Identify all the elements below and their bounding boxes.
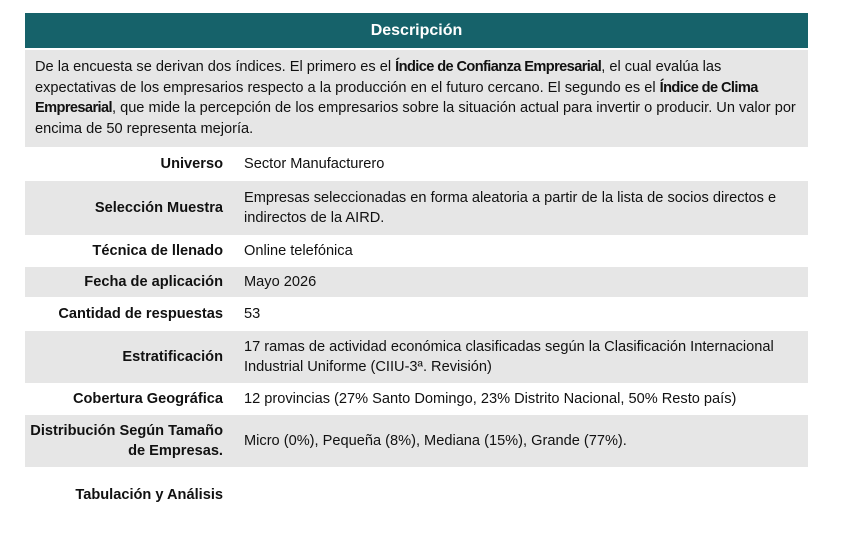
row-value: Micro (0%), Pequeña (8%), Mediana (15%), Grande (77%).: [244, 432, 627, 449]
row-value: Online telefónica: [244, 242, 353, 259]
description-table: [25, 13, 808, 521]
row-value: Empresas seleccionadas en forma aleatoria a partir de la lista de socios directos e indirectos de la AIRD.: [244, 189, 777, 226]
table-row-cobertura-geografica: [25, 385, 808, 413]
header-title: Descripción: [370, 21, 463, 39]
table-row-universo: [25, 149, 808, 179]
row-label: Distribución Según Tamaño de Empresas.: [30, 422, 223, 459]
table-row-distribucion-tamano: [25, 415, 808, 467]
description-text-3: , que mide la percepción de los empresarios sobre la situación actual para invertir o producir. Un valor por encima de 50 representa mejoría.: [35, 100, 796, 137]
table-row-seleccion-muestra: [25, 181, 808, 235]
description-text-1: De la encuesta se derivan dos índices. El primero es el: [35, 59, 396, 75]
row-label: Tabulación y Análisis: [75, 486, 223, 503]
row-label: Fecha de aplicación: [84, 273, 223, 290]
table-row-fecha-aplicacion: [25, 267, 808, 297]
index-confianza-name: Índice de Confianza Empresarial: [395, 59, 602, 75]
table-row-tecnica-llenado: [25, 237, 808, 265]
row-value: 12 provincias (27% Santo Domingo, 23% Distrito Nacional, 50% Resto país): [244, 390, 737, 407]
row-label: Técnica de llenado: [92, 242, 223, 259]
row-value: Mayo 2026: [244, 273, 317, 290]
row-label: Universo: [160, 155, 223, 172]
index-clima-name: Índice de Clima Empresarial: [35, 79, 758, 116]
table-header: [25, 13, 808, 48]
table-row-estratificacion: [25, 331, 808, 383]
table-row-tabulacion-analisis: [25, 469, 808, 521]
row-value: 53: [244, 305, 261, 322]
description-paragraph: [25, 50, 808, 147]
table-row-cantidad-respuestas: [25, 299, 808, 329]
row-label: Selección Muestra: [94, 199, 223, 216]
row-label: Cantidad de respuestas: [58, 305, 223, 322]
row-value: Sector Manufacturero: [244, 155, 385, 172]
row-value: 17 ramas de actividad económica clasificadas según la Clasificación Internacional Industrial Uniforme (CIIU-3ª. Revisión): [244, 338, 774, 375]
description-text-2: , el cual evalúa las expectativas de los empresarios respecto a la producción en el futuro cercano. El segundo es el: [35, 59, 722, 96]
row-label: Cobertura Geográfica: [72, 390, 223, 407]
row-label: Estratificación: [122, 348, 223, 365]
